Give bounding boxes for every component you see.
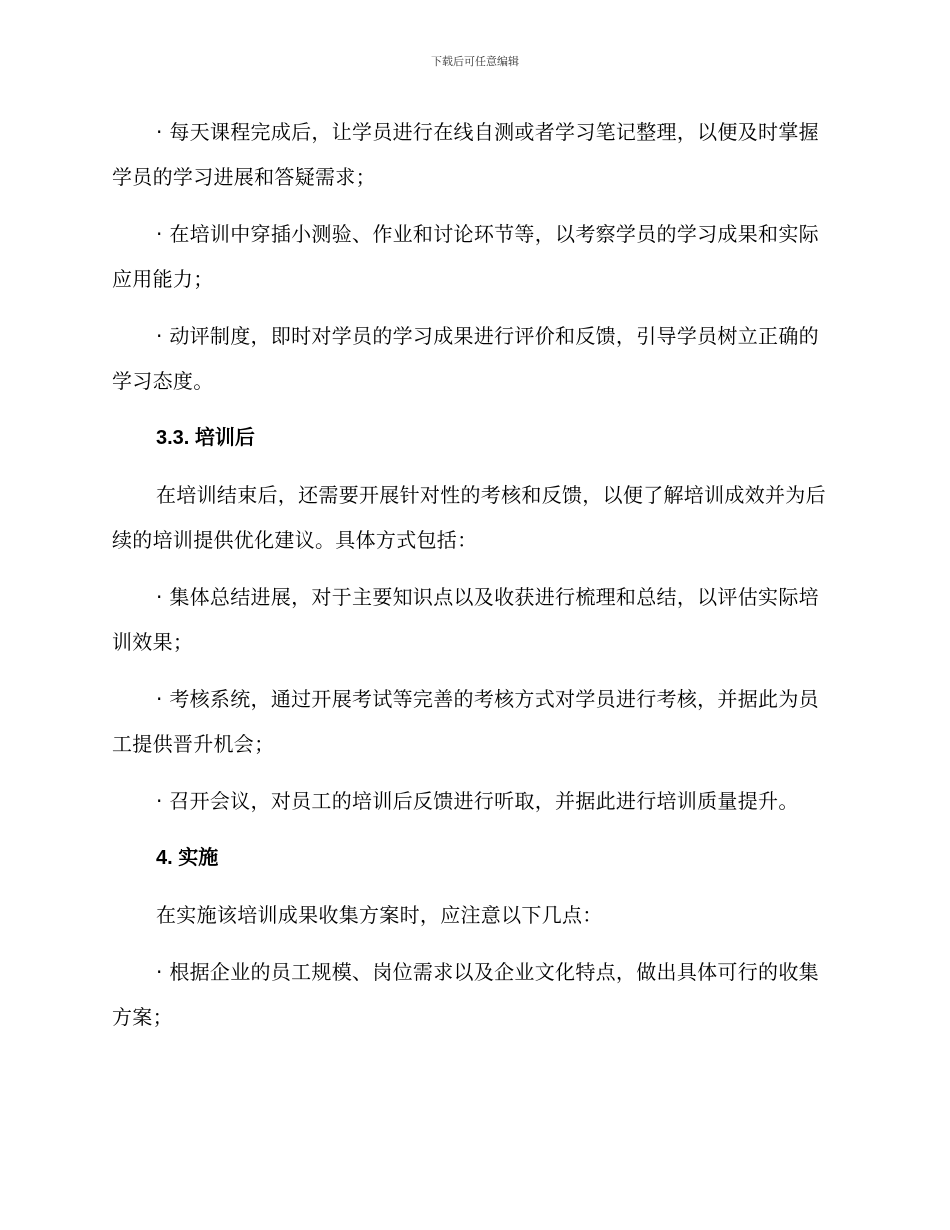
body-paragraph: 在实施该培训成果收集方案时，应注意以下几点： (156, 903, 603, 927)
document-body (112, 110, 832, 1052)
section-heading: 3.3. 培训后 (156, 427, 255, 449)
bullet-paragraph: · 集体总结进展，对于主要知识点以及收获进行梳理和总结，以评估实际培训效果； (112, 585, 819, 654)
bullet-paragraph: · 在培训中穿插小测验、作业和讨论环节等，以考察学员的学习成果和实际应用能力； (112, 222, 819, 291)
body-paragraph: 在培训结束后，还需要开展针对性的考核和反馈，以便了解培训成效并为后续的培训提供优化建议。具体方式包括： (112, 483, 826, 552)
section-heading: 4. 实施 (156, 847, 219, 869)
bullet-paragraph: · 动评制度，即时对学员的学习成果进行评价和反馈，引导学员树立正确的学习态度。 (112, 324, 819, 393)
page-header: 下载后可任意编辑 (431, 55, 519, 68)
bullet-paragraph: · 根据企业的员工规模、岗位需求以及企业文化特点，做出具体可行的收集方案； (112, 960, 819, 1029)
bullet-paragraph: · 每天课程完成后，让学员进行在线自测或者学习笔记整理，以便及时掌握学员的学习进展和答疑需求； (112, 120, 819, 189)
bullet-paragraph: · 考核系统，通过开展考试等完善的考核方式对学员进行考核，并据此为员工提供晋升机会； (112, 687, 819, 756)
bullet-paragraph: · 召开会议，对员工的培训后反馈进行听取，并据此进行培训质量提升。 (156, 789, 799, 813)
